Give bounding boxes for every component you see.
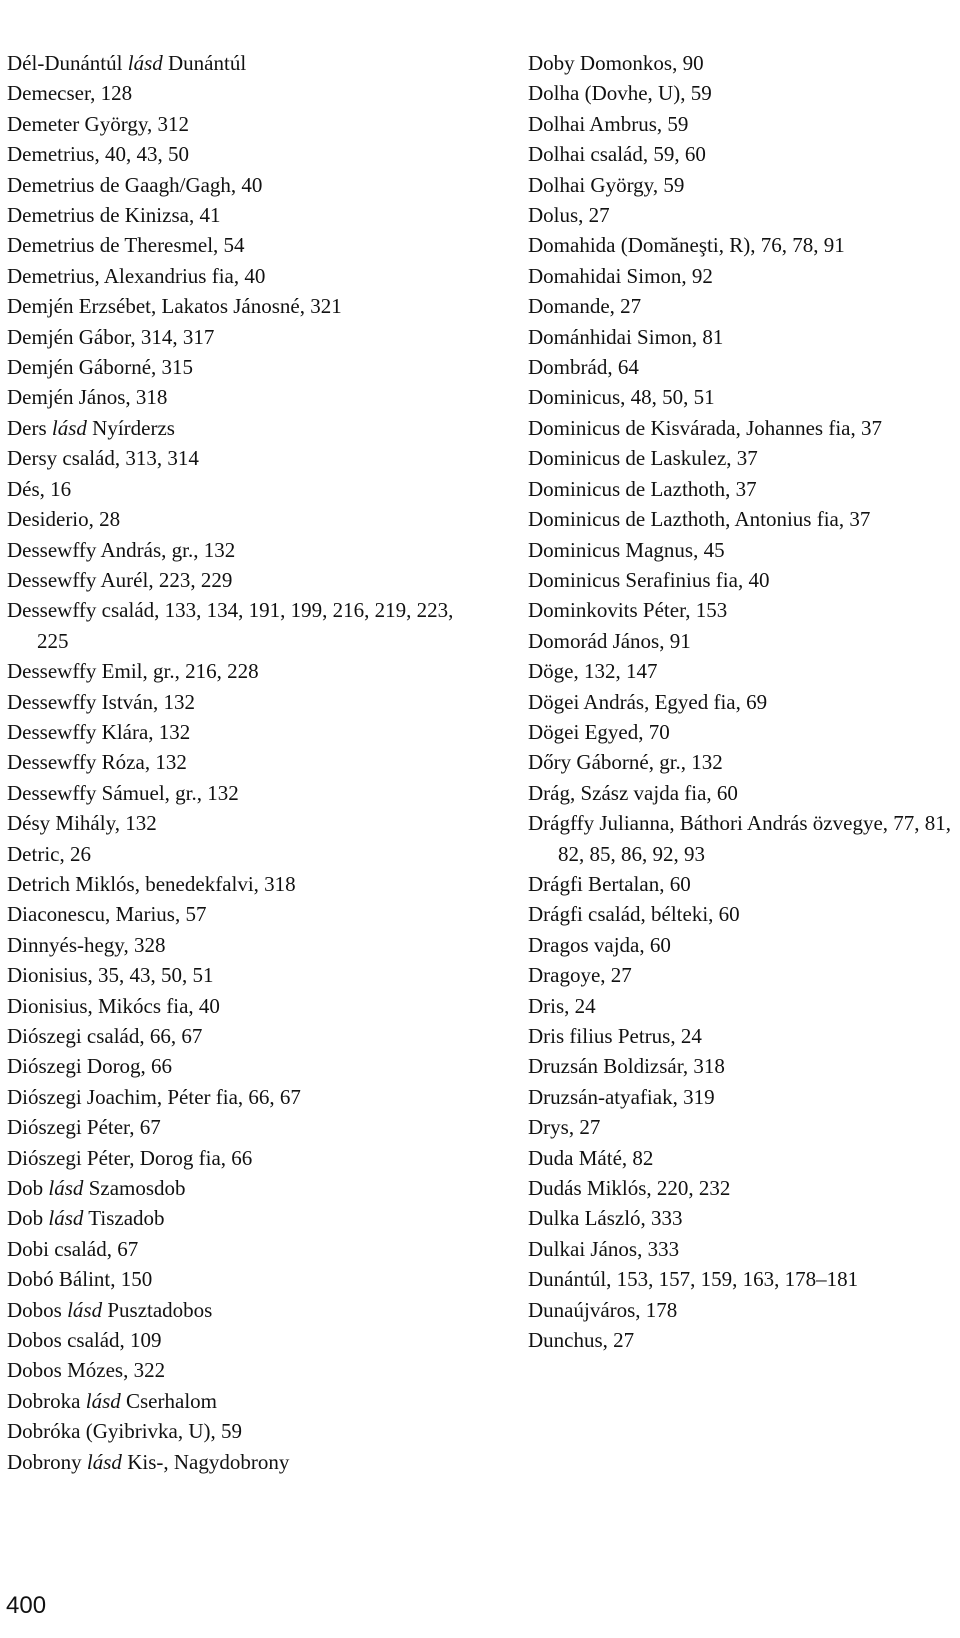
- cross-reference-target: Pusztadobos: [102, 1297, 213, 1322]
- index-entry-text: Dománhidai Simon, 81: [528, 324, 724, 349]
- index-entry: [7, 1416, 487, 1446]
- index-entry-text: Dominicus Magnus, 45: [528, 537, 725, 562]
- index-entry: [7, 960, 487, 990]
- index-entry-text: Demjén Erzsébet, Lakatos Jánosné, 321: [7, 294, 342, 319]
- index-entry: [528, 1203, 953, 1233]
- index-entry: [7, 535, 487, 565]
- cross-reference-target: Cserhalom: [120, 1388, 217, 1413]
- index-entry-text: Demjén János, 318: [7, 385, 168, 410]
- index-entry-text: Dessewffy Klára, 132: [7, 719, 191, 744]
- index-entry: [7, 382, 487, 412]
- index-entry-text: Dolus, 27: [528, 203, 610, 228]
- index-entry: [7, 1325, 487, 1355]
- index-entry-text: Diószegi Dorog, 66: [7, 1054, 173, 1079]
- index-entry-text: Druzsán Boldizsár, 318: [528, 1054, 725, 1079]
- index-entry: [7, 991, 487, 1021]
- index-entry-text: Dolhai György, 59: [528, 172, 685, 197]
- index-entry: [528, 960, 953, 990]
- page-number: 400: [6, 1592, 47, 1619]
- index-entry: [528, 1234, 953, 1264]
- index-entry-text: Desiderio, 28: [7, 507, 121, 532]
- index-entry-text: Druzsán-atyafiak, 319: [528, 1084, 715, 1109]
- index-entry: [528, 170, 953, 200]
- index-entry-text: Dobrony: [7, 1449, 87, 1474]
- index-entry: [528, 778, 953, 808]
- index-entry: [7, 656, 487, 686]
- index-entry: [7, 1355, 487, 1385]
- index-entry-text: Dolhai család, 59, 60: [528, 142, 706, 167]
- index-entry-text: Dudás Miklós, 220, 232: [528, 1176, 731, 1201]
- index-entry-text: Detric, 26: [7, 841, 91, 866]
- index-entry-text: Domahida (Domăneşti, R), 76, 78, 91: [528, 233, 845, 258]
- index-entry: [7, 474, 487, 504]
- index-entry-text: Désy Mihály, 132: [7, 811, 157, 836]
- index-entry: [7, 230, 487, 260]
- index-entry: [528, 1295, 953, 1325]
- cross-reference-marker: lásd: [127, 51, 163, 75]
- index-entry-text: Dionisius, 35, 43, 50, 51: [7, 963, 214, 988]
- index-entry: [7, 747, 487, 777]
- index-entry-text: Dinnyés-hegy, 328: [7, 932, 166, 957]
- index-entry-text: Dunchus, 27: [528, 1328, 635, 1353]
- index-entry: [528, 1143, 953, 1173]
- index-entry: [7, 322, 487, 352]
- index-entry-text: Domahidai Simon, 92: [528, 263, 713, 288]
- cross-reference-target: Kis-, Nagydobrony: [121, 1449, 290, 1474]
- cross-reference-target: Szamosdob: [83, 1176, 186, 1201]
- index-entry-text: Dobroka: [7, 1388, 86, 1413]
- index-entry-text: Dersy család, 313, 314: [7, 446, 199, 471]
- index-entry: [7, 109, 487, 139]
- index-entry-text: Dob: [7, 1176, 49, 1201]
- index-entry-text: Domande, 27: [528, 294, 642, 319]
- index-entry-text: Dragoye, 27: [528, 963, 632, 988]
- cross-reference-marker: lásd: [67, 1297, 103, 1322]
- index-entry-text: Dessewffy Emil, gr., 216, 228: [7, 659, 259, 684]
- index-entry-text: Dominicus Serafinius fia, 40: [528, 567, 770, 592]
- index-entry: [7, 139, 487, 169]
- index-entry: [528, 443, 953, 473]
- index-entry-text: Drág, Szász vajda fia, 60: [528, 780, 738, 805]
- cross-reference-marker: lásd: [86, 1449, 122, 1474]
- index-entry-text: Dris filius Petrus, 24: [528, 1024, 702, 1048]
- index-entry: [528, 261, 953, 291]
- index-entry-text: Dél-Dunántúl: [7, 51, 128, 75]
- index-entry-text: Dragos vajda, 60: [528, 932, 671, 957]
- index-entry-text: Dulkai János, 333: [528, 1236, 680, 1261]
- index-entry: [7, 1203, 487, 1233]
- index-entry-text: Diószegi család, 66, 67: [7, 1024, 203, 1048]
- index-entry-text: Dessewffy Sámuel, gr., 132: [7, 780, 239, 805]
- index-entry: [7, 565, 487, 595]
- index-entry-text: Diaconescu, Marius, 57: [7, 902, 207, 927]
- index-entry-text: Dolha (Dovhe, U), 59: [528, 81, 712, 106]
- index-entry: [7, 930, 487, 960]
- index-entry-text: Dominicus de Laskulez, 37: [528, 446, 758, 471]
- index-entry-text: Dolhai Ambrus, 59: [528, 111, 689, 136]
- index-entry-text: Diószegi Péter, Dorog fia, 66: [7, 1145, 253, 1170]
- index-entry-text: Dögei Egyed, 70: [528, 719, 670, 744]
- cross-reference-marker: lásd: [48, 1176, 84, 1201]
- index-entry: [7, 687, 487, 717]
- index-entry-text: Drágffy Julianna, Báthori András özvegye, 77, 81, 82, 85, 86, 92, 93: [528, 811, 952, 866]
- index-entry: [7, 839, 487, 869]
- index-entry: [528, 352, 953, 382]
- index-entry: [7, 808, 487, 838]
- index-entry: [7, 869, 487, 899]
- index-entry: [528, 869, 953, 899]
- index-entry: [7, 1386, 487, 1416]
- index-entry-text: Demetrius, Alexandrius fia, 40: [7, 263, 266, 288]
- index-entry: [528, 504, 953, 534]
- index-entry: [528, 1325, 953, 1355]
- index-entry: [7, 1051, 487, 1081]
- index-entry-text: Dobos Mózes, 322: [7, 1358, 166, 1383]
- index-entry: [7, 1021, 487, 1051]
- index-entry-text: Diószegi Joachim, Péter fia, 66, 67: [7, 1084, 301, 1109]
- index-entry: [7, 261, 487, 291]
- index-entry-text: Dominicus de Kisvárada, Johannes fia, 37: [528, 415, 882, 440]
- index-entry-text: Dobróka (Gyibrivka, U), 59: [7, 1419, 243, 1444]
- index-entry: [528, 1051, 953, 1081]
- index-entry: [528, 1082, 953, 1112]
- index-entry: [7, 1112, 487, 1142]
- cross-reference-target: Dunántúl: [162, 51, 247, 75]
- index-entry-text: Doby Domonkos, 90: [528, 51, 704, 75]
- index-entry-text: Drágfi család, bélteki, 60: [528, 902, 740, 927]
- index-entry: [528, 1021, 953, 1051]
- index-entry: [528, 595, 953, 625]
- index-entry-text: Ders: [7, 415, 52, 440]
- cross-reference-marker: lásd: [85, 1388, 121, 1413]
- index-entry: [7, 200, 487, 230]
- index-entry-text: Dögei András, Egyed fia, 69: [528, 689, 768, 714]
- index-entry: [528, 656, 953, 686]
- index-entry: [7, 413, 487, 443]
- index-entry-text: Dőry Gáborné, gr., 132: [528, 750, 723, 775]
- cross-reference-marker: lásd: [51, 415, 87, 440]
- index-entry: [7, 1173, 487, 1203]
- index-entry-text: Dessewffy István, 132: [7, 689, 195, 714]
- index-entry: [7, 1295, 487, 1325]
- index-entry: [7, 1143, 487, 1173]
- index-entry-text: Diószegi Péter, 67: [7, 1115, 161, 1140]
- index-entry: [528, 808, 953, 869]
- index-entry: [7, 48, 487, 78]
- index-entry-text: Dominicus, 48, 50, 51: [528, 385, 715, 410]
- index-entry: [7, 717, 487, 747]
- index-entry-text: Dombrád, 64: [528, 355, 639, 380]
- index-entry-text: Demetrius de Theresmel, 54: [7, 233, 245, 258]
- index-entry-text: Dessewffy András, gr., 132: [7, 537, 236, 562]
- index-entry-text: Dés, 16: [7, 476, 72, 501]
- index-entry: [7, 78, 487, 108]
- index-entry-text: Demjén Gáborné, 315: [7, 355, 194, 380]
- index-entry-text: Dobos család, 109: [7, 1328, 162, 1353]
- index-entry-text: Drágfi Bertalan, 60: [528, 871, 691, 896]
- index-entry: [528, 200, 953, 230]
- index-entry: [528, 626, 953, 656]
- index-entry-text: Duda Máté, 82: [528, 1145, 654, 1170]
- index-entry-text: Dulka László, 333: [528, 1206, 683, 1231]
- index-entry: [528, 687, 953, 717]
- index-entry: [528, 1112, 953, 1142]
- index-entry: [528, 322, 953, 352]
- index-entry-text: Dominicus de Lazthoth, 37: [528, 476, 757, 501]
- index-entry-text: Dessewffy Aurél, 223, 229: [7, 567, 233, 592]
- index-entry-text: Domorád János, 91: [528, 628, 691, 653]
- index-entry: [7, 899, 487, 929]
- index-entry-text: Drys, 27: [528, 1115, 601, 1140]
- index-entry: [528, 535, 953, 565]
- index-entry-text: Dessewffy család, 133, 134, 191, 199, 216, 219, 223, 225: [7, 598, 454, 653]
- index-entry-text: Dobos: [7, 1297, 68, 1322]
- index-entry: [528, 1173, 953, 1203]
- index-entry-text: Dobi család, 67: [7, 1236, 139, 1261]
- index-entry-text: Döge, 132, 147: [528, 659, 658, 684]
- index-entry: [7, 443, 487, 473]
- index-entry: [528, 717, 953, 747]
- index-entry: [528, 474, 953, 504]
- index-entry: [7, 1234, 487, 1264]
- index-entry-text: Dunántúl, 153, 157, 159, 163, 178–181: [528, 1267, 859, 1292]
- index-entry: [7, 504, 487, 534]
- index-entry-text: Dessewffy Róza, 132: [7, 750, 187, 775]
- index-entry-text: Dob: [7, 1206, 49, 1231]
- index-entry: [7, 1082, 487, 1112]
- index-entry-text: Demetrius de Kinizsa, 41: [7, 203, 221, 228]
- index-entry: [528, 565, 953, 595]
- index-entry-text: Demjén Gábor, 314, 317: [7, 324, 215, 349]
- index-entry-text: Demeter György, 312: [7, 111, 189, 136]
- index-entry-text: Dionisius, Mikócs fia, 40: [7, 993, 220, 1018]
- index-entry: [528, 899, 953, 929]
- index-column-left: [7, 48, 487, 1477]
- index-entry: [528, 413, 953, 443]
- index-entry-text: Demecser, 128: [7, 81, 133, 106]
- index-entry: [528, 1264, 953, 1294]
- cross-reference-target: Nyírderzs: [86, 415, 175, 440]
- index-entry: [528, 930, 953, 960]
- index-entry-text: Detrich Miklós, benedekfalvi, 318: [7, 871, 296, 896]
- index-entry: [7, 352, 487, 382]
- index-entry-text: Dunaújváros, 178: [528, 1297, 678, 1322]
- index-entry: [528, 382, 953, 412]
- index-entry: [528, 139, 953, 169]
- index-entry: [7, 595, 487, 656]
- index-entry: [528, 78, 953, 108]
- index-entry-text: Dominkovits Péter, 153: [528, 598, 728, 623]
- index-entry: [7, 1264, 487, 1294]
- index-entry-text: Dobó Bálint, 150: [7, 1267, 153, 1292]
- index-entry: [7, 778, 487, 808]
- index-entry: [528, 291, 953, 321]
- cross-reference-target: Tiszadob: [83, 1206, 165, 1231]
- index-entry: [7, 170, 487, 200]
- index-entry: [528, 230, 953, 260]
- index-entry: [528, 991, 953, 1021]
- index-entry-text: Dris, 24: [528, 993, 596, 1018]
- index-entry: [528, 109, 953, 139]
- index-entry: [528, 48, 953, 78]
- index-entry-text: Dominicus de Lazthoth, Antonius fia, 37: [528, 507, 871, 532]
- index-entry: [7, 291, 487, 321]
- cross-reference-marker: lásd: [48, 1206, 84, 1231]
- index-column-right: [528, 48, 953, 1355]
- index-entry-text: Demetrius de Gaagh/Gagh, 40: [7, 172, 263, 197]
- index-entry: [7, 1447, 487, 1477]
- index-entry: [528, 747, 953, 777]
- index-entry-text: Demetrius, 40, 43, 50: [7, 142, 189, 167]
